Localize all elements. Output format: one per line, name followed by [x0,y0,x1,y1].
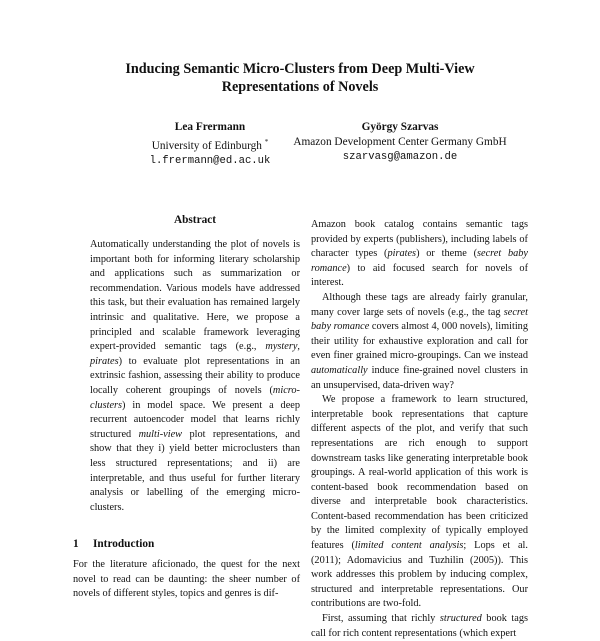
right-paragraph-2: Although these tags are already fairly granular, many cover large sets of novels (e.g., the tag secret baby romance covers almost 4, 000 novels), limiting their utility for exhaustive exploration and call for even finer grained micro-groupings. Can we instead automatically induce fine-grained novel clusters in an unsupervised, data-driven way? [311,291,528,391]
author-affiliation: University of Edinburgh * [151,138,269,152]
author-name: Lea Frermann [174,121,246,133]
author-email: szarvasg@amazon.de [342,151,458,163]
author-email: l.frermann@ed.ac.uk [149,154,271,167]
author-block-2 [280,120,520,165]
right-paragraph-1: Amazon book catalog contains semantic tags provided by experts (publishers), including labels of character types (pirates) or theme (secret baby romance) to aid focused search for novels of interest. [311,219,528,289]
author-name: György Szarvas [361,121,439,133]
section-title: Introduction [93,538,155,550]
section-heading-introduction [73,538,300,550]
introduction-body [73,558,300,602]
author-affiliation: Amazon Development Center Germany GmbH [293,136,507,148]
title-line-2: Representations of Novels [221,79,379,95]
abstract-paragraph: Automatically understanding the plot of novels is important both for informing literary scholarship and applications such as summarization or recommendation. Various models have addressed this task, but their evaluation has remained largely intrinsic and qualitative. Here, we propose a principled and scalable framework leveraging expert-provided semantic tags (e.g., mystery, pirates) to evaluate plot representations in an extrinsic fashion, assessing their ability to produce locally coherent groupings of novels (micro-clusters) in model space. We present a deep recurrent autoencoder model that learns richly structured multi-view plot representations, and show that they i) yield better microclusters than less structured representations; and ii) are interpretable, and thus useful for further literary analysis or labelling of the emerging micro-clusters. [90,239,301,513]
title-line-1: Inducing Semantic Micro-Clusters from Deep Multi-View [125,61,475,77]
footnote-mark: * [264,138,269,146]
intro-paragraph: For the literature aficionado, the quest for the next novel to read can be daunting: the sheer number of novels of different styles, topics and genres is dif- [73,559,300,600]
right-paragraph-3: We propose a framework to learn structured, interpretable book representations that capture different aspects of the plot, and verify that such representations are rich enough to support downstream tasks like generating interpretable book groupings. A real-world application of this work is content-based book recommendation based on diverse and interpretable book characteristics. Content-based recommendation has been criticized by the limited complexity of typically employed features (limited content analysis; Lops et al. (2011); Adomavicius and Tuzhilin (2005)). This work addresses this problem by inducing complex, structured and interpretable representations. Our contributions are two-fold. [311,394,528,610]
author-block-1 [120,120,300,169]
section-number: 1 [73,538,79,550]
paper-title [0,60,600,96]
right-column [311,218,528,641]
abstract-body [90,238,300,515]
abstract-heading: Abstract [173,214,217,226]
right-paragraph-4: First, assuming that richly structured book tags call for rich content representations (which expert [311,613,528,639]
